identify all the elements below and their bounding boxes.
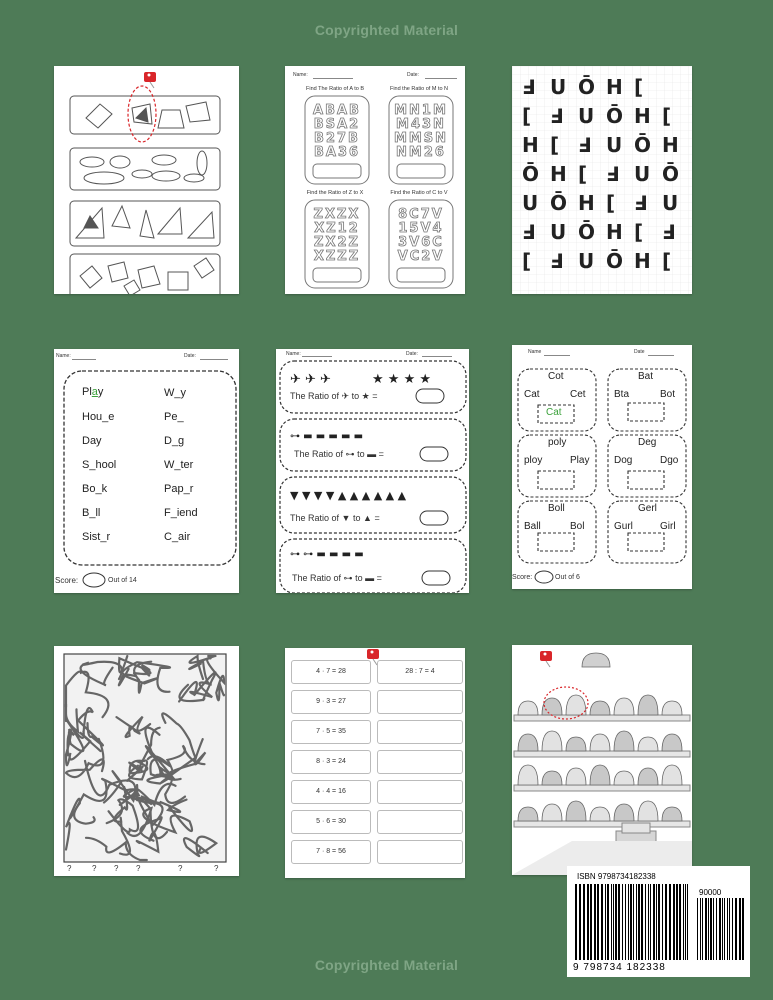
- reflection-glyph: [: [522, 104, 532, 128]
- barcode-bar: [615, 884, 617, 960]
- barcode-bar: [653, 884, 655, 960]
- barcode-bar: [587, 884, 589, 960]
- reflection-glyph: Ⅎ: [662, 220, 676, 244]
- letter-grid-row: MN1M: [394, 103, 448, 118]
- hat-shape: [662, 734, 682, 751]
- reflection-glyph: H: [662, 133, 679, 157]
- barcode-bar: [713, 898, 714, 960]
- barcode-bar: [636, 884, 637, 960]
- word-right-4: W_ter: [164, 459, 194, 471]
- hat-shape: [590, 807, 610, 821]
- card-word: Gerl: [638, 503, 657, 514]
- ratio-row-4: The Ratio of ⊶ to ▬ =: [292, 573, 382, 583]
- barcode-bar: [590, 884, 592, 960]
- reflection-glyph: [: [522, 249, 532, 273]
- spelling-card-frames: [512, 345, 692, 589]
- letter-grid-row: B27B: [314, 131, 360, 146]
- worksheet-missing-letters: [54, 349, 239, 593]
- hat-shape: [542, 771, 562, 785]
- hat-shape: [542, 804, 562, 821]
- reflection-glyph: [: [662, 249, 672, 273]
- date-label: Date:: [406, 351, 418, 357]
- reflection-glyph: Ⅎ: [550, 249, 564, 273]
- barcode-bar: [727, 898, 728, 960]
- barcode-bar: [605, 884, 606, 960]
- hat-shape: [518, 765, 538, 785]
- barcode-bar: [697, 898, 698, 960]
- barcode-bar: [702, 898, 703, 960]
- out-of-label: Out of 6: [555, 574, 580, 581]
- equation-box: 4 · 4 = 16: [291, 780, 371, 804]
- date-label: Date:: [184, 353, 196, 359]
- word-left-2: Hou_e: [82, 411, 115, 423]
- letter-grid-row: MMSN: [393, 131, 449, 146]
- barcode-bar: [630, 884, 632, 960]
- hat-shape: [638, 737, 658, 751]
- hat-shape: [662, 807, 682, 821]
- card-option-2: Dgo: [660, 455, 679, 466]
- card-option-2: Bot: [660, 389, 676, 400]
- reflection-glyph: Ⅎ: [578, 133, 592, 157]
- reflection-glyph: Ō: [550, 191, 568, 215]
- ratio-row-1: The Ratio of ✈ to ★ =: [290, 391, 378, 401]
- letter-grid-row: NM26: [396, 145, 446, 160]
- word-left-4: S_hool: [82, 459, 117, 471]
- barcode-bar: [594, 884, 596, 960]
- hat-shape: [638, 695, 658, 715]
- equation-box: 8 · 3 = 24: [291, 750, 371, 774]
- answer-box[interactable]: [377, 720, 463, 744]
- ratio-title-4: Find the Ratio of C to V: [390, 190, 448, 196]
- card-option-2: Girl: [660, 521, 676, 532]
- reflection-glyph: Ⅎ: [522, 75, 536, 99]
- svg-text:⊶ ▬ ▬ ▬ ▬ ▬: ⊶ ▬ ▬ ▬ ▬ ▬: [290, 431, 364, 442]
- name-label: Name:: [56, 353, 71, 359]
- word-right-6: F_iend: [164, 507, 198, 519]
- reflection-glyph: [: [634, 75, 644, 99]
- svg-text:✈ ✈ ✈: ✈ ✈ ✈: [290, 372, 331, 387]
- reflection-glyph: U: [578, 249, 595, 273]
- hat-shape: [566, 801, 586, 821]
- ratio-row-2: The Ratio of ⊶ to ▬ =: [294, 449, 384, 459]
- hat-shape: [518, 701, 538, 715]
- card-option-2: Bol: [570, 521, 585, 532]
- mascot-icon: [144, 72, 156, 88]
- barcode-bar: [628, 884, 629, 960]
- equation-box: 7 · 8 = 56: [291, 840, 371, 864]
- barcode-bar: [650, 884, 651, 960]
- barcode-bar: [716, 898, 717, 960]
- reflection-glyph: [: [578, 162, 588, 186]
- letter-grid-row: BSA2: [313, 117, 361, 132]
- ratio-row-3: The Ratio of ▼ to ▲ =: [290, 513, 380, 523]
- hat-shape: [638, 768, 658, 785]
- ratio-title-3: Find the Ratio of Z to X: [306, 190, 364, 196]
- barcode-bar: [613, 884, 614, 960]
- barcode-bar: [724, 898, 725, 960]
- reflection-glyph: Ō: [578, 220, 596, 244]
- maze-question-mark: ?: [178, 864, 183, 873]
- barcode-bar: [622, 884, 623, 960]
- barcode-bar: [633, 884, 634, 960]
- letter-grid-row: XZ12: [314, 221, 360, 236]
- word-right-7: C_air: [164, 531, 191, 543]
- reflection-glyph: [: [606, 191, 616, 215]
- barcode-bar: [611, 884, 612, 960]
- reflection-glyph: U: [634, 162, 651, 186]
- barcode-bar: [719, 898, 721, 960]
- reflection-glyph: Ō: [578, 75, 596, 99]
- date-label: Date:: [407, 72, 419, 78]
- word-left-5: Bo_k: [82, 483, 108, 495]
- letter-grid-row: M43N: [396, 117, 446, 132]
- hat-shelf-illustration: [512, 645, 692, 875]
- card-option-2: Cet: [570, 389, 586, 400]
- reflection-glyph: Ō: [606, 249, 624, 273]
- letter-grid-row: ZX2Z: [314, 235, 360, 250]
- barcode-bar: [729, 898, 730, 960]
- reflection-glyph: U: [606, 133, 623, 157]
- barcode-bar: [705, 898, 707, 960]
- copyright-watermark-bottom: Copyrighted Material: [314, 957, 459, 973]
- equation-box: 4 · 7 = 28: [291, 660, 371, 684]
- card-option-1: ploy: [524, 455, 543, 466]
- card-option-1: Dog: [614, 455, 633, 466]
- card-option-1: Ball: [524, 521, 541, 532]
- answer-box[interactable]: [377, 780, 463, 804]
- isbn-text: ISBN 9798734182338: [577, 872, 656, 881]
- barcode-bar: [645, 884, 646, 960]
- reflection-glyph: Ⅎ: [606, 162, 620, 186]
- hat-shape: [582, 653, 610, 667]
- maze-question-mark: ?: [214, 864, 219, 873]
- equation-box: 9 · 3 = 27: [291, 690, 371, 714]
- card-option-1: Cat: [524, 389, 540, 400]
- barcode-bar: [710, 898, 712, 960]
- equation-box: 7 · 5 = 35: [291, 720, 371, 744]
- reflection-glyph: [: [550, 133, 560, 157]
- answer-box[interactable]: [377, 840, 463, 864]
- word-left-1: Play: [82, 386, 104, 398]
- barcode-bar: [625, 884, 626, 960]
- hat-shape: [542, 698, 562, 715]
- maze-question-mark: ?: [114, 864, 119, 873]
- barcode-bars: [567, 866, 750, 977]
- hat-shape: [566, 768, 586, 785]
- barcode-bar: [683, 884, 684, 960]
- reflection-glyph: U: [662, 191, 679, 215]
- reflection-glyph: H: [550, 162, 567, 186]
- score-label: Score:: [512, 574, 533, 581]
- letter-grid-mn: [391, 104, 451, 160]
- ratio-title-2: Find the Ratio of M to N: [389, 86, 449, 92]
- worksheet-spelling: [512, 345, 692, 589]
- reflection-glyph: Ⅎ: [550, 104, 564, 128]
- barcode-bar: [662, 884, 663, 960]
- answer-box[interactable]: [377, 690, 463, 714]
- worksheet-maze: [54, 646, 239, 876]
- svg-text:▼ ▼ ▼ ▼ ▲ ▲ ▲ ▲ ▲ ▲: ▼ ▼ ▼ ▼ ▲ ▲ ▲ ▲ ▲ ▲: [290, 489, 407, 502]
- card-word: poly: [548, 437, 567, 448]
- barcode-bar: [583, 884, 585, 960]
- reflection-glyph: U: [578, 104, 595, 128]
- hat-shape: [518, 734, 538, 751]
- barcode-bar: [618, 884, 620, 960]
- hat-shape: [614, 804, 634, 821]
- shapes-illustration: [54, 66, 239, 294]
- reflection-glyph: H: [578, 191, 595, 215]
- copyright-watermark-top: Copyrighted Material: [314, 22, 459, 38]
- hat-shape: [590, 765, 610, 785]
- hat-shape: [590, 734, 610, 751]
- reflection-glyph: [: [634, 220, 644, 244]
- worksheet-shapes: [54, 66, 239, 294]
- hat-shape: [662, 701, 682, 715]
- barcode-bar: [601, 884, 603, 960]
- letter-grid-ab: [307, 104, 367, 160]
- card-word: Cot: [548, 371, 564, 382]
- reflection-glyph: Ō: [522, 162, 540, 186]
- barcode-digits: 9 798734 182338: [573, 962, 666, 973]
- word-left-6: B_ll: [82, 507, 101, 519]
- barcode-bar: [579, 884, 581, 960]
- barcode-bar: [685, 884, 686, 960]
- letter-grid-row: 8C7V: [398, 207, 444, 222]
- reflection-glyph: Ō: [606, 104, 624, 128]
- answer-box[interactable]: [377, 810, 463, 834]
- name-label: Name: [528, 349, 542, 355]
- worksheet-ratio-icons: [276, 349, 469, 593]
- hat-shape: [566, 695, 586, 715]
- answer-box[interactable]: [377, 750, 463, 774]
- barcode-bar: [679, 884, 681, 960]
- barcode-bar: [742, 898, 744, 960]
- barcode-bar: [673, 884, 675, 960]
- maze-question-mark: ?: [67, 864, 72, 873]
- barcode-bar: [676, 884, 678, 960]
- equation-box: 5 · 6 = 30: [291, 810, 371, 834]
- word-right-2: Pe_: [164, 411, 184, 423]
- card-option-1: Gurl: [614, 521, 633, 532]
- barcode-bar: [669, 884, 671, 960]
- reflection-glyph: H: [522, 133, 539, 157]
- maze-question-mark: ?: [136, 864, 141, 873]
- hat-shape: [614, 731, 634, 751]
- maze-question-mark: ?: [92, 864, 97, 873]
- letter-grid-row: BA36: [313, 145, 361, 160]
- barcode-bar: [739, 898, 741, 960]
- reflection-glyph: H: [634, 249, 651, 273]
- hat-shape: [566, 737, 586, 751]
- hat-shape: [518, 807, 538, 821]
- reflection-glyph: U: [550, 75, 567, 99]
- worksheet-hats: [512, 645, 692, 875]
- hat-shape: [614, 771, 634, 785]
- word-right-1: W_y: [164, 387, 186, 399]
- reflection-glyph: U: [522, 191, 539, 215]
- reflection-glyph: U: [550, 220, 567, 244]
- letter-grid-row: ABAB: [313, 103, 361, 118]
- reflection-glyph: H: [606, 220, 623, 244]
- word-left-7: Sist_r: [82, 531, 111, 543]
- reflection-glyph: Ō: [634, 133, 652, 157]
- card-word: Bat: [638, 371, 654, 382]
- barcode-bar: [732, 898, 733, 960]
- ratio-icon-frames: [276, 349, 469, 593]
- maze-illustration: [54, 646, 239, 876]
- worksheet-ratio-letters: [285, 66, 465, 294]
- word-left-3: Day: [82, 435, 102, 447]
- barcode-bar: [648, 884, 649, 960]
- barcode-bar: [638, 884, 640, 960]
- card-word: Boll: [548, 503, 565, 514]
- isbn-barcode: [567, 866, 750, 977]
- letter-grid-row: 3V6C: [398, 235, 444, 250]
- letter-grid-row: ZXZX: [313, 207, 361, 222]
- worksheet-reflections: [512, 66, 692, 294]
- hat-shape: [590, 701, 610, 715]
- hat-shape: [662, 765, 682, 785]
- barcode-bar: [658, 884, 660, 960]
- card-word: Deg: [638, 437, 657, 448]
- reflection-glyph: H: [634, 104, 651, 128]
- reflection-grid-illustration: [512, 66, 692, 294]
- barcode-bar: [597, 884, 599, 960]
- out-of-label: Out of 14: [108, 577, 137, 584]
- reflection-glyph: [: [662, 104, 672, 128]
- ratio-title-1: Find The Ratio of A to B: [306, 86, 364, 92]
- barcode-bar: [656, 884, 657, 960]
- word-right-3: D_g: [164, 435, 185, 447]
- reflection-glyph: H: [606, 75, 623, 99]
- word-right-5: Pap_r: [164, 483, 194, 495]
- svg-text:⊶ ⊶ ▬ ▬ ▬ ▬: ⊶ ⊶ ▬ ▬ ▬ ▬: [290, 549, 364, 560]
- hat-shape: [542, 731, 562, 751]
- barcode-bar: [665, 884, 667, 960]
- hat-shape: [614, 698, 634, 715]
- letter-grid-cv: [391, 208, 451, 264]
- letter-grid-row: VC2V: [397, 249, 445, 264]
- barcode-bar: [708, 898, 709, 960]
- reflection-glyph: Ⅎ: [522, 220, 536, 244]
- barcode-bar: [641, 884, 643, 960]
- name-label: Name:: [293, 72, 308, 78]
- card-option-1: Bta: [614, 389, 630, 400]
- barcode-bar: [607, 884, 609, 960]
- date-label: Date: [634, 349, 645, 355]
- hat-shape: [638, 801, 658, 821]
- card-answer: Cat: [546, 407, 562, 418]
- worksheet-division: [285, 648, 465, 878]
- name-label: Name:: [286, 351, 301, 357]
- reflection-glyph: Ō: [662, 162, 680, 186]
- price-code: 90000: [699, 888, 722, 897]
- letter-grid-row: XZZZ: [313, 249, 361, 264]
- score-label: Score:: [55, 576, 79, 585]
- card-option-2: Play: [570, 455, 590, 466]
- reflection-glyph: Ⅎ: [634, 191, 648, 215]
- letter-grid-zx: [307, 208, 367, 264]
- letter-grid-row: 15V4: [398, 221, 444, 236]
- svg-text:★ ★ ★ ★: ★ ★ ★ ★: [372, 372, 432, 387]
- answer-box[interactable]: 28 : 7 = 4: [377, 660, 463, 684]
- barcode-bar: [735, 898, 737, 960]
- barcode-bar: [722, 898, 723, 960]
- barcode-bar: [575, 884, 577, 960]
- barcode-bar: [700, 898, 701, 960]
- barcode-bar: [687, 884, 688, 960]
